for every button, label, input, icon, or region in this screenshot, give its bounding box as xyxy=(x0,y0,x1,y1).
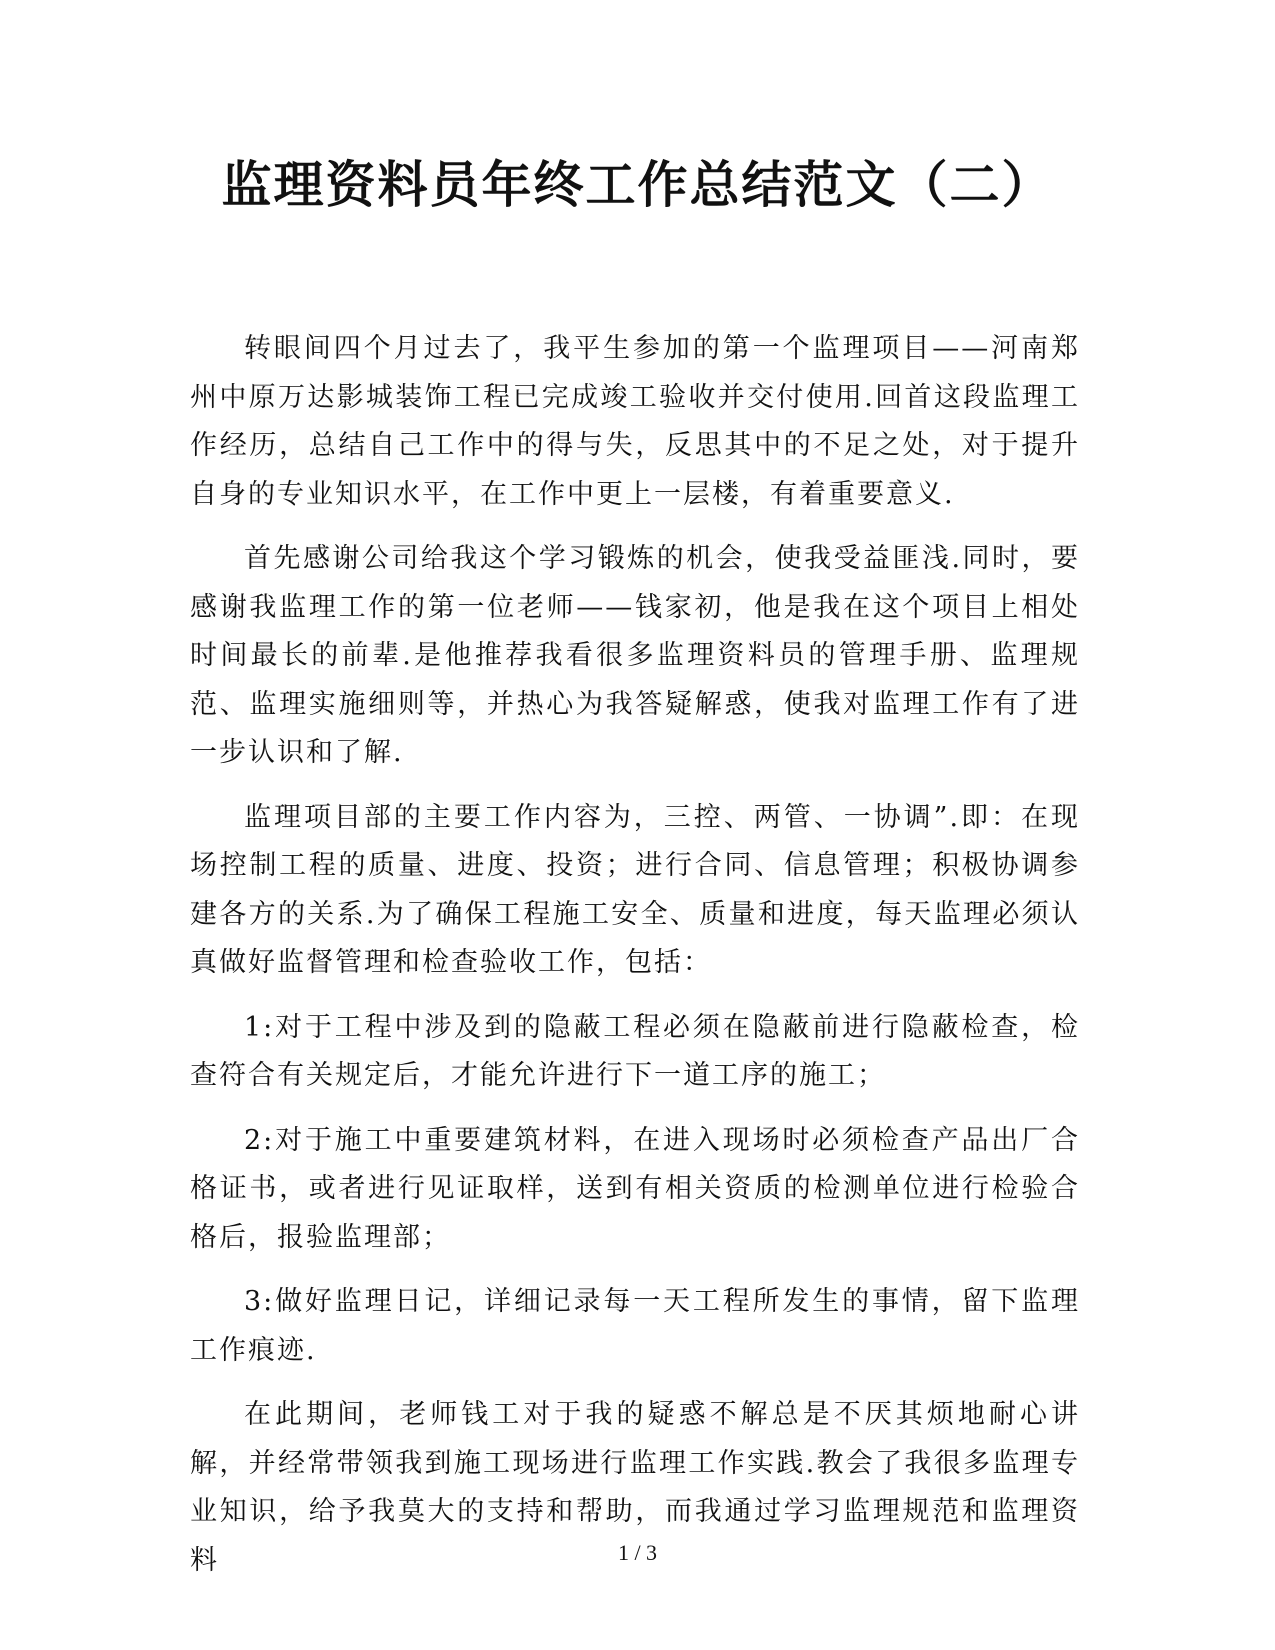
paragraph: 转眼间四个月过去了，我平生参加的第一个监理项目——河南郑州中原万达影城装饰工程已完成竣工验收并交付使用.回首这段监理工作经历，总结自己工作中的得与失，反思其中的不足之处，对于提升自身的专业知识水平，在工作中更上一层楼，有着重要意义. xyxy=(190,333,1080,510)
paragraph: 首先感谢公司给我这个学习锻炼的机会，使我受益匪浅.同时，要感谢我监理工作的第一位老师——钱家初，他是我在这个项目上相处时间最长的前辈.是他推荐我看很多监理资料员的管理手册、监理规范、监理实施细则等，并热心为我答疑解惑，使我对监理工作有了进一步认识和了解. xyxy=(190,543,1080,768)
list-item-paragraph: 3:做好监理日记，详细记录每一天工程所发生的事情，留下监理工作痕迹. xyxy=(190,1286,1080,1366)
list-item-paragraph: 2:对于施工中重要建筑材料，在进入现场时必须检查产品出厂合格证书，或者进行见证取样，送到有相关资质的检测单位进行检验合格后，报验监理部； xyxy=(190,1124,1080,1253)
document-title: 监理资料员年终工作总结范文（二） xyxy=(221,156,1054,214)
list-item-paragraph: 1:对于工程中涉及到的隐蔽工程必须在隐蔽前进行隐蔽检查，检查符合有关规定后，才能允许进行下一道工序的施工； xyxy=(190,1011,1080,1091)
document-body xyxy=(190,325,1080,1601)
page-number: 1 / 3 xyxy=(617,1540,658,1565)
paragraph: 监理项目部的主要工作内容为，三控、两管、一协调”.即：在现场控制工程的质量、进度、投资；进行合同、信息管理；积极协调参建各方的关系.为了确保工程施工安全、质量和进度，每天监理必须认真做好监督管理和检查验收工作，包括： xyxy=(190,801,1080,978)
paragraph: 在此期间，老师钱工对于我的疑惑不解总是不厌其烦地耐心讲解，并经常带领我到施工现场进行监理工作实践.教会了我很多监理专业知识，给予我莫大的支持和帮助，而我通过学习监理规范和监理资料 xyxy=(190,1399,1080,1576)
